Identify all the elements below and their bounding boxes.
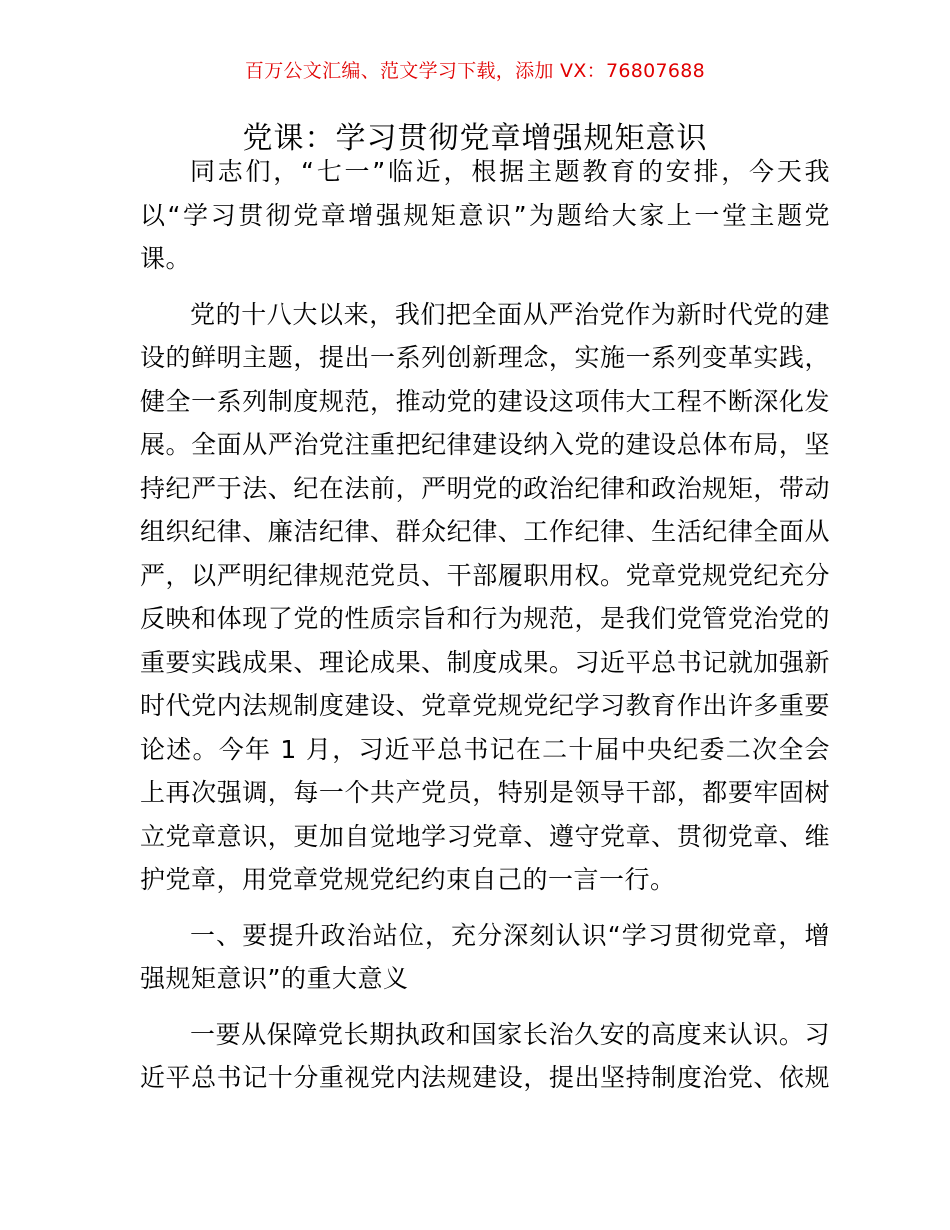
text-line: 论述。今年 1 月，习近平总书记在二十届中央纪委二次全会	[140, 734, 830, 764]
text-line: 时代党内法规制度建设、党章党规党纪学习教育作出许多重要	[140, 691, 830, 720]
text-line: 重要实践成果、理论成果、制度成果。习近平总书记就加强新	[140, 647, 830, 677]
text-line: 护党章，用党章党规党纪约束自己的一言一行。	[140, 865, 676, 894]
text-line: 立党章意识，更加自觉地学习党章、遵守党章、贯彻党章、维	[140, 821, 830, 851]
text-line: 党的十八大以来，我们把全面从严治党作为新时代党的建	[190, 299, 830, 329]
paragraph-intro	[140, 150, 830, 281]
watermark-header: 百万公文汇编、范文学习下载，添加 VX：76807688	[244, 60, 706, 82]
section-heading-one	[140, 914, 830, 1001]
text-line: 强规矩意识”的重大意义	[140, 964, 409, 993]
text-line: 一、要提升政治站位，充分深刻认识“学习贯彻党章，增	[190, 920, 830, 950]
text-line: 健全一系列制度规范，推动党的建设这项伟大工程不断深化发	[140, 386, 830, 416]
text-line: 反映和体现了党的性质宗旨和行为规范，是我们党管党治党的	[140, 604, 830, 633]
text-line: 近平总书记十分重视党内法规建设，提出坚持制度治党、依规	[140, 1063, 830, 1092]
text-line: 同志们，“七一”临近，根据主题教育的安排，今天我	[190, 157, 830, 186]
document-title: 党课：学习贯彻党章增强规矩意识	[242, 121, 708, 156]
text-line: 上再次强调，每一个共产党员，特别是领导干部，都要牢固树	[140, 778, 830, 807]
text-line: 严，以严明纪律规范党员、干部履职用权。党章党规党纪充分	[140, 560, 830, 590]
paragraph-background	[140, 293, 830, 902]
text-line: 课。	[140, 244, 192, 273]
text-line: 展。全面从严治党注重把纪律建设纳入党的建设总体布局，坚	[140, 430, 830, 459]
text-line: 持纪严于法、纪在法前，严明党的政治纪律和政治规矩，带动	[140, 473, 830, 503]
text-line: 组织纪律、廉洁纪律、群众纪律、工作纪律、生活纪律全面从	[140, 517, 830, 546]
text-line: 一要从保障党长期执政和国家长治久安的高度来认识。习	[190, 1019, 830, 1049]
document-body	[140, 150, 830, 1100]
text-line: 以“学习贯彻党章增强规矩意识”为题给大家上一堂主题党	[140, 200, 830, 230]
text-line: 设的鲜明主题，提出一系列创新理念，实施一系列变革实践，	[140, 343, 830, 372]
paragraph-point-one	[140, 1013, 830, 1100]
